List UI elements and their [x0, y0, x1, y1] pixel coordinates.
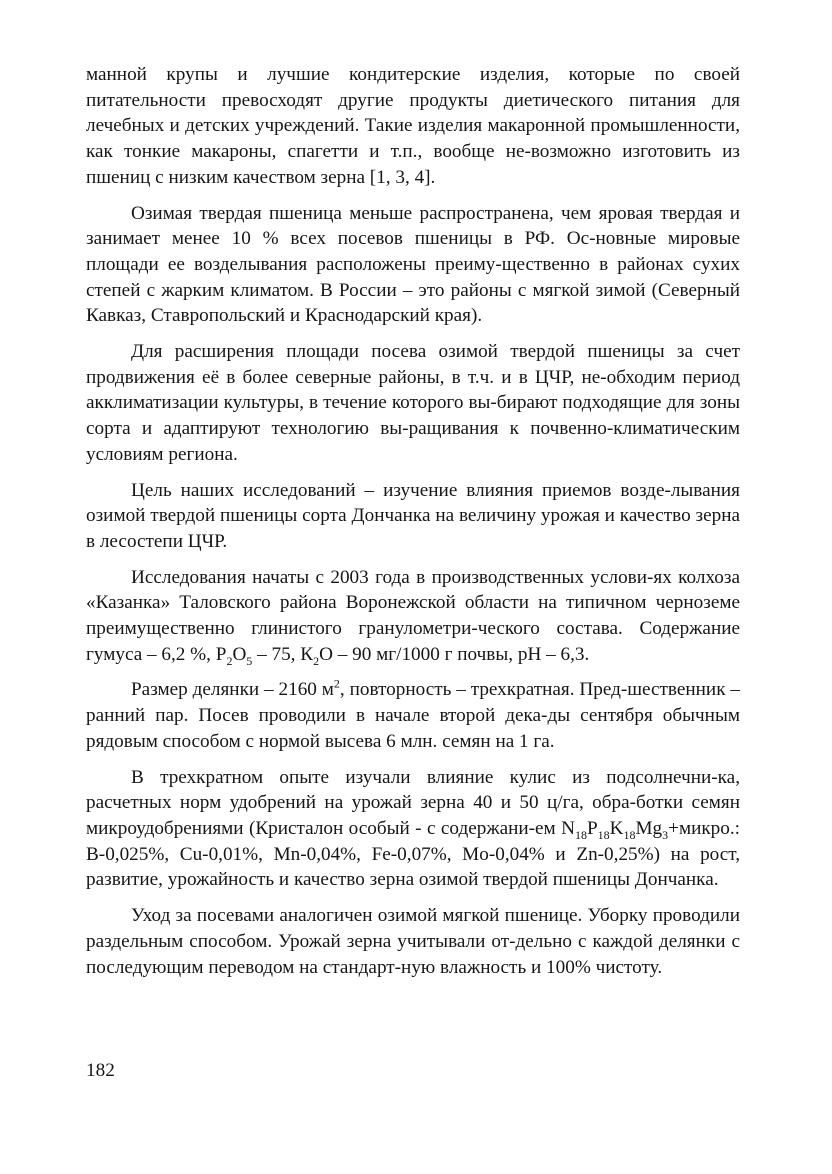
paragraph-text: Mg	[635, 817, 663, 839]
paragraph-7	[86, 765, 740, 894]
subscript: 18	[623, 827, 636, 842]
superscript: 2	[333, 677, 340, 692]
page-body	[86, 62, 740, 990]
subscript: 5	[246, 653, 253, 668]
paragraph-3	[86, 339, 740, 468]
paragraph-text: Для расширения площади посева озимой твердой пшеницы за счет продвижения её в более северные районы, в т.ч. и в ЦЧР, не-обходим период акклиматизации культуры, в течение которого вы-бирают подходящие для зоны сорта и адаптируют технологию вы-ращивания к почвенно-климатическим условиям региона.	[86, 341, 740, 465]
paragraph-6	[86, 677, 740, 754]
paragraph-text: Уход за посевами аналогичен озимой мягкой пшенице. Уборку проводили раздельным способом. Урожай зерна учитывали от-дельно с каждой делянки с последующим переводом на стандарт-ную влажность и 100% чистоту.	[86, 905, 740, 978]
paragraph-text: Размер делянки – 2160 м	[131, 679, 334, 701]
paragraph-text: K	[609, 817, 624, 839]
paragraph-text: О – 90 мг/1000 г почвы, рН – 6,3.	[319, 643, 590, 665]
subscript: 2	[226, 653, 233, 668]
subscript: 3	[662, 827, 669, 842]
paragraph-text: Озимая твердая пшеница меньше распространена, чем яровая твердая и занимает менее 10 % всех посевов пшеницы в РФ. Ос-новные мировые площади ее возделывания расположены преиму-щественно в районах сухих степей с жарким климатом. В России – это районы с мягкой зимой (Северный Кавказ, Ставропольский и Краснодарский края).	[86, 202, 740, 327]
paragraph-2	[86, 201, 740, 330]
paragraph-1	[86, 62, 740, 191]
subscript: 18	[597, 827, 610, 842]
subscript: 18	[574, 827, 587, 842]
paragraph-text: манной крупы и лучшие кондитерские изделия, которые по своей питательности превосходят другие продукты диетического питания для лечебных и детских учреждений. Такие изделия макаронной промышленности, как тонкие макароны, спагетти и т.п., вообще не-возможно изготовить из пшениц с низким качеством зерна [1, 3, 4].	[86, 64, 740, 188]
paragraph-8	[86, 903, 740, 980]
paragraph-text: P	[586, 817, 598, 839]
paragraph-text: – 75, К	[252, 643, 314, 665]
paragraph-5	[86, 565, 740, 668]
paragraph-text: +микро.: B-0,025%, Cu-0,01%, Mn-0,04%, Fe-0,07%, Mo-0,04% и Zn-0,25%) на рост, развитие, урожайность и качество зерна озимой твердой пшеницы Дончанка.	[86, 817, 740, 891]
paragraph-text: Цель наших исследований – изучение влияния приемов возде-лывания озимой твердой пшеницы сорта Дончанка на величину урожая и качество зерна в лесостепи ЦЧР.	[86, 479, 740, 552]
paragraph-4	[86, 478, 740, 555]
paragraph-text: Исследования начаты с 2003 года в производственных услови-ях колхоза «Казанка» Таловского района Воронежской области на типичном черноземе преимущественно глинистого гранулометри-ческого состава. Содержание гумуса – 6,2 %, Р	[86, 566, 740, 665]
paragraph-text: , повторность – трехкратная. Пред-шественник – ранний пар. Посев проводили в начале второй дека-ды сентября обычным рядовым способом с нормой высева 6 млн. семян на 1 га.	[86, 679, 740, 752]
page-number: 182	[86, 1060, 115, 1081]
paragraph-text: В трехкратном опыте изучали влияние кулис из подсолнечни-ка, расчетных норм удобрений на урожай зерна 40 и 50 ц/га, обра-ботки семян микроудобрениями (Кристалон особый - с содержани-ем N	[86, 766, 740, 839]
paragraph-text: О	[232, 643, 247, 665]
subscript: 2	[313, 653, 320, 668]
